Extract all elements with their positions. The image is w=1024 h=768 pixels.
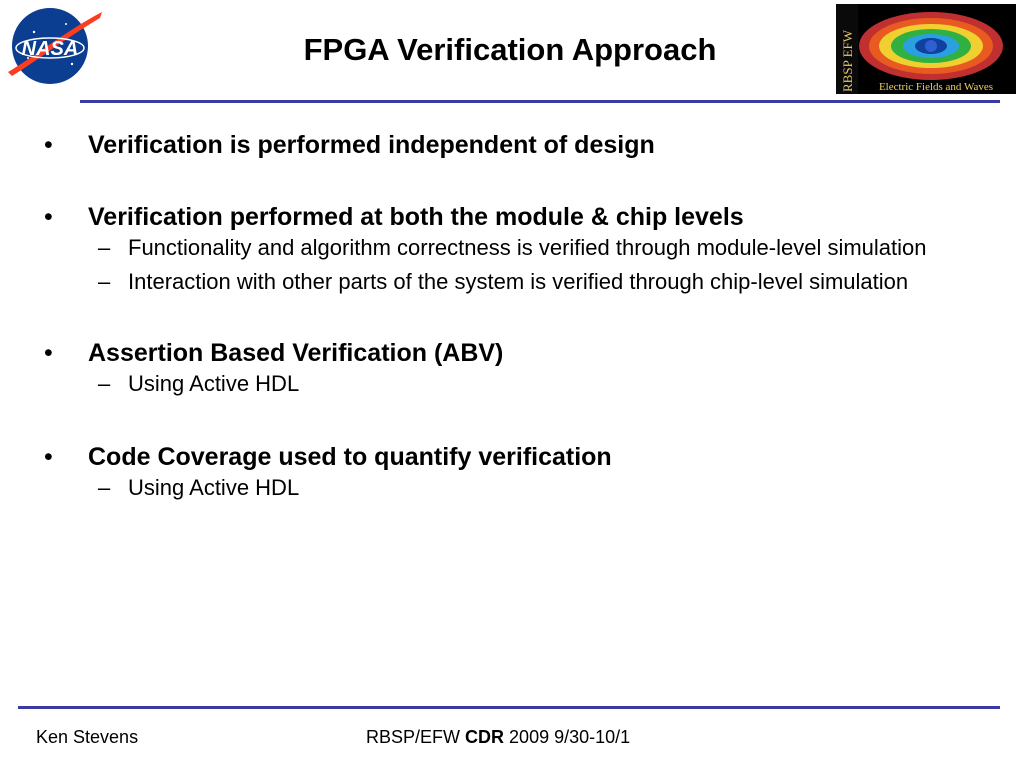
bullet-item — [40, 440, 980, 474]
bullet-text: Verification is performed independent of design — [88, 131, 655, 159]
bullet-item — [40, 200, 980, 234]
bullet-marker: • — [44, 339, 53, 367]
sub-bullet-marker: – — [98, 269, 111, 294]
sub-bullet-item — [98, 474, 980, 502]
footer-event — [366, 727, 630, 748]
footer-project: RBSP/EFW — [366, 727, 461, 747]
sub-bullet-marker: – — [98, 235, 111, 260]
sub-bullet-text: Functionality and algorithm correctness is verified through module-level simulation — [128, 235, 927, 260]
slide-body — [40, 128, 980, 502]
bullet-text: Verification performed at both the module & chip levels — [88, 203, 744, 231]
footer-dates: 2009 9/30-10/1 — [509, 727, 631, 747]
footer-review: CDR — [465, 727, 505, 747]
bullet-text: Code Coverage used to quantify verification — [88, 443, 612, 471]
nasa-logo-text: NASA — [21, 38, 79, 60]
bullet-item — [40, 128, 980, 162]
bullet-marker: • — [44, 131, 53, 159]
title-divider — [80, 100, 1000, 103]
rbsp-vertical-text: RBSP EFW — [840, 29, 855, 92]
bullet-text: Assertion Based Verification (ABV) — [88, 339, 504, 367]
footer-divider — [18, 706, 1000, 709]
sub-bullet-text: Using Active HDL — [128, 475, 300, 500]
sub-bullet-item — [98, 234, 980, 262]
bullet-marker: • — [44, 443, 53, 471]
sub-bullet-text: Interaction with other parts of the system is verified through chip-level simulation — [128, 269, 909, 294]
bullet-item — [40, 336, 980, 370]
sub-bullet-item — [98, 370, 980, 398]
nasa-logo — [4, 2, 104, 88]
footer-author: Ken Stevens — [36, 727, 139, 747]
bullet-marker: • — [44, 203, 53, 231]
sub-bullet-item — [98, 268, 980, 296]
sub-bullet-marker: – — [98, 475, 111, 500]
sub-bullet-text: Using Active HDL — [128, 371, 300, 396]
rbsp-caption: Electric Fields and Waves — [878, 81, 994, 93]
rbsp-efw-logo — [836, 4, 1016, 94]
page-title: FPGA Verification Approach — [303, 32, 717, 67]
sub-bullet-marker: – — [98, 371, 111, 396]
